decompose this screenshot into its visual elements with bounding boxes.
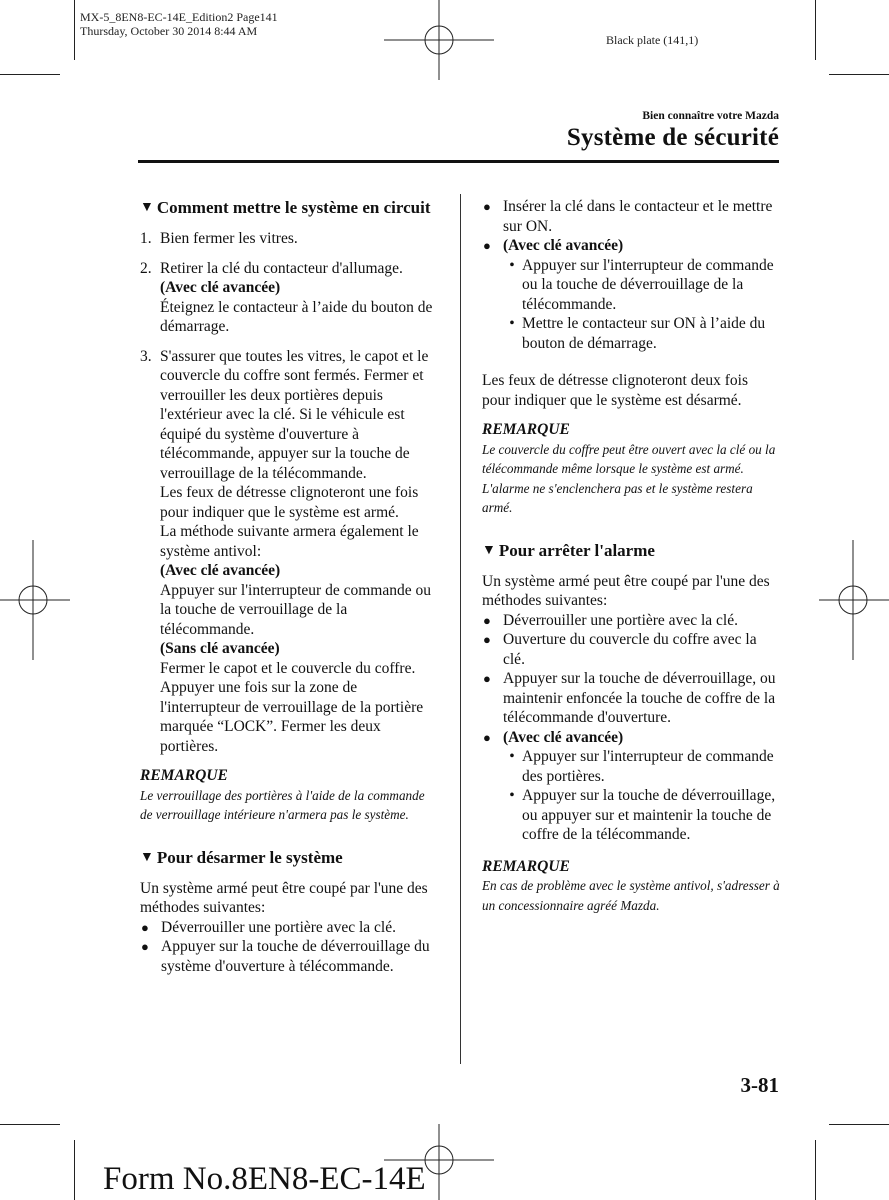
heading-stop-alarm — [482, 540, 780, 562]
list-item-text: Déverrouiller une portière avec la clé. — [161, 918, 396, 936]
step-1 — [140, 229, 438, 249]
crop-mark — [815, 0, 816, 60]
bullet-icon: ● — [141, 939, 149, 954]
remark-heading: REMARQUE — [482, 421, 570, 438]
bullet-icon: ● — [483, 238, 491, 253]
step-text: Les feux de détresse clignoteront une fois pour indiquer que le système est armé. — [160, 484, 419, 521]
step-number: 1. — [140, 230, 152, 247]
list-item — [482, 669, 780, 728]
sub-bullet-icon: • — [509, 256, 515, 274]
sub-bullet-icon: • — [509, 315, 515, 332]
page-title: Système de sécurité — [566, 124, 779, 151]
heading-text: Pour arrêter l'alarme — [498, 540, 655, 560]
list-item — [482, 630, 780, 669]
sub-list-item — [482, 786, 780, 845]
step-text: La méthode suivante armera également le système antivol: — [160, 523, 419, 560]
step-text: Bien fermer les vitres. — [160, 230, 298, 247]
list-item-text: Appuyer sur la touche de déverrouillage, ou maintenir enfoncée la touche de coffre de la télécommande d'ouverture. — [503, 670, 776, 726]
form-number: Form No.8EN8-EC-14E — [103, 1161, 426, 1197]
right-column — [482, 197, 780, 915]
step-text: Fermer le capot et le couvercle du coffre. Appuyer une fois sur la zone de l'interrupteur de verrouillage de la portière marquée “LOCK”. Fermer les deux portières. — [160, 659, 424, 755]
triangle-icon: ▼ — [140, 849, 154, 865]
step-3 — [140, 347, 438, 757]
list-item-text: Insérer la clé dans le contacteur et le mettre sur ON. — [503, 198, 773, 235]
step-text: S'assurer que toutes les vitres, le capot et le couvercle du coffre sont fermés. Fermer et verrouiller les deux portières depuis l'extérieur avec la clé. Si le véhicule est équipé du système d'ouverture à télécommande, appuyer sur la touche de verrouillage de la télécommande. — [160, 347, 429, 482]
section-subtitle: Bien connaître votre Mazda — [642, 110, 779, 122]
crop-mark — [0, 74, 60, 75]
heading-arm-system — [140, 197, 438, 219]
list-item — [140, 937, 438, 976]
crop-mark — [815, 1140, 816, 1200]
header-rule — [138, 160, 779, 163]
triangle-icon: ▼ — [482, 542, 496, 558]
heading-text: Pour désarmer le système — [156, 847, 343, 867]
print-header-line1: MX-5_8EN8-EC-14E_Edition2 Page141 — [80, 10, 278, 24]
remark-text: En cas de problème avec le système antivol, s'adresser à un concessionnaire agréé Mazda. — [482, 878, 780, 913]
remark-heading: REMARQUE — [140, 767, 228, 784]
list-item-text: Déverrouiller une portière avec la clé. — [503, 611, 738, 629]
bullet-icon: ● — [483, 729, 491, 745]
sub-list-item — [482, 747, 780, 786]
remark-text: Le couvercle du coffre peut être ouvert avec la clé ou la télécommande même lorsque le système est armé. L'alarme ne s'enclenchera pas et le système restera armé. — [482, 441, 776, 515]
list-item — [482, 236, 780, 256]
sub-list-item-text: Appuyer sur l'interrupteur de commande des portières. — [522, 748, 774, 785]
step-number: 3. — [140, 347, 152, 365]
triangle-icon: ▼ — [140, 200, 154, 215]
print-plate: Black plate (141,1) — [606, 33, 699, 47]
column-divider — [460, 194, 461, 1064]
registration-mark-top — [384, 0, 494, 80]
paragraph: Les feux de détresse clignoteront deux fois pour indiquer que le système est désarmé. — [482, 372, 748, 409]
remark-text: Le verrouillage des portières à l'aide de la commande de verrouillage intérieure n'armera pas le système. — [140, 787, 425, 822]
sub-bullet-icon: • — [509, 787, 515, 804]
paragraph: Un système armé peut être coupé par l'une des méthodes suivantes: — [140, 879, 428, 916]
sub-bullet-icon: • — [509, 748, 515, 765]
list-item-text: Ouverture du couvercle du coffre avec la clé. — [503, 631, 757, 668]
bullet-icon: ● — [141, 919, 149, 935]
step-label: (Avec clé avancée) — [160, 279, 281, 296]
sub-list-item-text: Mettre le contacteur sur ON à l’aide du bouton de démarrage. — [522, 315, 766, 352]
crop-mark — [829, 1124, 889, 1125]
list-item-text: Appuyer sur la touche de déverrouillage du système d'ouverture à télécommande. — [161, 938, 430, 975]
page-number: 3-81 — [740, 1073, 779, 1097]
bullet-icon: ● — [483, 632, 491, 647]
list-item-label: (Avec clé avancée) — [503, 728, 624, 746]
sub-list-item-text: Appuyer sur l'interrupteur de commande ou la touche de déverrouillage de la télécommande. — [522, 256, 774, 313]
heading-text: Comment mettre le système en circuit — [156, 198, 431, 217]
sub-list-item — [482, 314, 780, 353]
list-item — [482, 197, 780, 236]
registration-mark-left — [0, 540, 70, 660]
crop-mark — [829, 74, 889, 75]
remark-heading: REMARQUE — [482, 857, 570, 875]
list-item — [140, 918, 438, 938]
step-text: Éteignez le contacteur à l’aide du bouton de démarrage. — [160, 298, 433, 335]
step-text: Appuyer sur l'interrupteur de commande ou la touche de verrouillage de la télécommande. — [160, 581, 431, 638]
list-item-label: (Avec clé avancée) — [503, 237, 624, 254]
step-number: 2. — [140, 259, 152, 277]
bullet-icon: ● — [483, 612, 491, 628]
crop-mark — [74, 1140, 75, 1200]
heading-disarm-system — [140, 847, 438, 869]
list-item — [482, 611, 780, 631]
step-2 — [140, 259, 438, 337]
list-item — [482, 728, 780, 748]
step-label: (Sans clé avancée) — [160, 640, 280, 657]
step-label: (Avec clé avancée) — [160, 562, 281, 579]
sub-list-item — [482, 256, 780, 315]
bullet-icon: ● — [483, 671, 491, 686]
bullet-icon: ● — [483, 199, 491, 214]
left-column — [140, 197, 438, 976]
crop-mark — [74, 0, 75, 60]
print-header-line2: Thursday, October 30 2014 8:44 AM — [80, 24, 258, 38]
sub-list-item-text: Appuyer sur la touche de déverrouillage, ou appuyer sur et maintenir la touche de coffre de la télécommande. — [522, 787, 776, 843]
crop-mark — [0, 1124, 60, 1125]
paragraph: Un système armé peut être coupé par l'une des méthodes suivantes: — [482, 572, 770, 609]
registration-mark-right — [819, 540, 889, 660]
step-text: Retirer la clé du contacteur d'allumage. — [160, 259, 403, 277]
